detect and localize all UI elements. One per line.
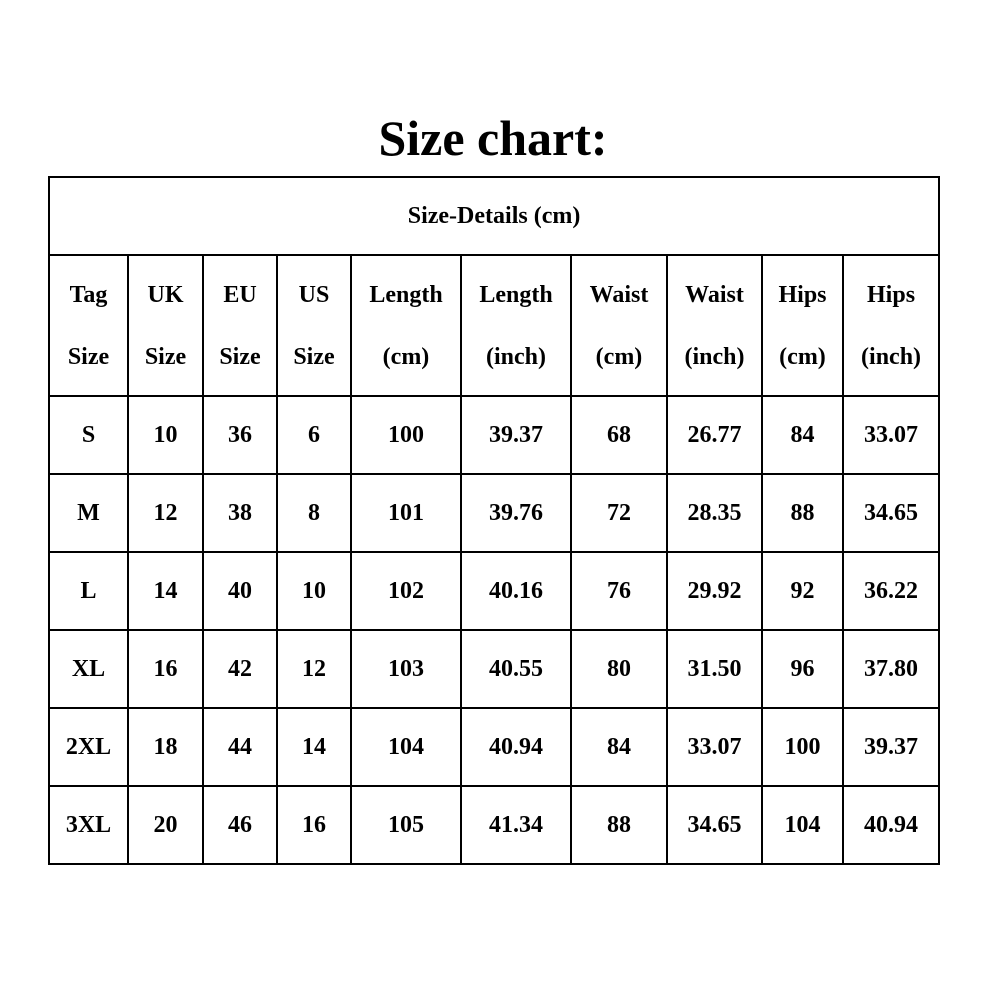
table-cell: 40.94 [461,708,571,786]
table-cell: 80 [571,630,667,708]
table-row [49,786,939,864]
column-header-line1: Hips [867,281,916,308]
table-row [49,552,939,630]
column-header-line2: (inch) [486,343,546,370]
table-cell: 41.34 [461,786,571,864]
column-header-line2: Size [219,343,261,370]
table-cell: 88 [571,786,667,864]
table-cell: 28.35 [667,474,762,552]
column-header-line2: (cm) [382,343,430,370]
column-header [461,255,571,396]
table-cell: 16 [128,630,203,708]
column-header-line2: (cm) [779,343,826,370]
column-header [762,255,843,396]
table-cell: 16 [277,786,351,864]
table-cell: 39.37 [461,396,571,474]
table-cell: S [49,396,128,474]
table-cell: 18 [128,708,203,786]
table-cell: 92 [762,552,843,630]
column-header [351,255,461,396]
size-table [48,176,940,865]
column-header [571,255,667,396]
column-header-line1: Hips [778,281,827,308]
column-header-line2: Size [293,343,335,370]
column-header-line2: (inch) [684,343,745,370]
table-cell: 29.92 [667,552,762,630]
table-cell: 39.76 [461,474,571,552]
column-header-line2: (cm) [595,343,643,370]
table-cell: 33.07 [667,708,762,786]
table-cell: 100 [762,708,843,786]
table-cell: 44 [203,708,277,786]
table-cell: 34.65 [843,474,939,552]
header-row [49,255,939,396]
table-cell: 105 [351,786,461,864]
column-header [49,255,128,396]
column-header-line1: Waist [685,281,744,308]
column-header-line2: Size [144,343,187,370]
column-header [667,255,762,396]
table-cell: 34.65 [667,786,762,864]
column-header-line1: Length [479,281,553,308]
column-header-line2: Size [67,343,110,370]
table-cell: 38 [203,474,277,552]
page-title: Size chart: [378,110,608,166]
table-cell: 14 [277,708,351,786]
table-cell: 72 [571,474,667,552]
table-cell: 6 [277,396,351,474]
table-row [49,396,939,474]
table-cell: 20 [128,786,203,864]
table-row [49,630,939,708]
table-row [49,474,939,552]
table-cell: 103 [351,630,461,708]
table-cell: 42 [203,630,277,708]
table-cell: 40.94 [843,786,939,864]
column-header-line2: (inch) [861,343,922,370]
table-cell: 12 [277,630,351,708]
table-cell: 100 [351,396,461,474]
column-header-line1: Tag [69,281,108,308]
table-caption: Size-Details (cm) [49,177,939,255]
column-header [203,255,277,396]
table-cell: 3XL [49,786,128,864]
column-header-line1: UK [147,281,184,308]
table-cell: 46 [203,786,277,864]
column-header [843,255,939,396]
table-row [49,708,939,786]
table-cell: 39.37 [843,708,939,786]
table-cell: 26.77 [667,396,762,474]
table-cell: 37.80 [843,630,939,708]
table-cell: 102 [351,552,461,630]
table-cell: 84 [571,708,667,786]
table-cell: M [49,474,128,552]
table-cell: 36.22 [843,552,939,630]
table-cell: 33.07 [843,396,939,474]
table-cell: 40.55 [461,630,571,708]
table-cell: 10 [128,396,203,474]
column-header-line1: Length [369,281,443,308]
table-cell: 101 [351,474,461,552]
table-cell: 8 [277,474,351,552]
table-cell: XL [49,630,128,708]
table-cell: 10 [277,552,351,630]
table-cell: 40 [203,552,277,630]
table-cell: 76 [571,552,667,630]
table-cell: 2XL [49,708,128,786]
column-header-line1: EU [223,281,257,308]
table-cell: L [49,552,128,630]
table-cell: 84 [762,396,843,474]
column-header [277,255,351,396]
column-header [128,255,203,396]
table-cell: 68 [571,396,667,474]
table-cell: 14 [128,552,203,630]
table-cell: 88 [762,474,843,552]
table-cell: 104 [762,786,843,864]
column-header-line1: US [298,281,330,308]
caption-row [49,177,939,255]
table-cell: 36 [203,396,277,474]
table-cell: 104 [351,708,461,786]
table-cell: 40.16 [461,552,571,630]
table-cell: 31.50 [667,630,762,708]
table-cell: 96 [762,630,843,708]
column-header-line1: Waist [589,281,649,308]
table-cell: 12 [128,474,203,552]
